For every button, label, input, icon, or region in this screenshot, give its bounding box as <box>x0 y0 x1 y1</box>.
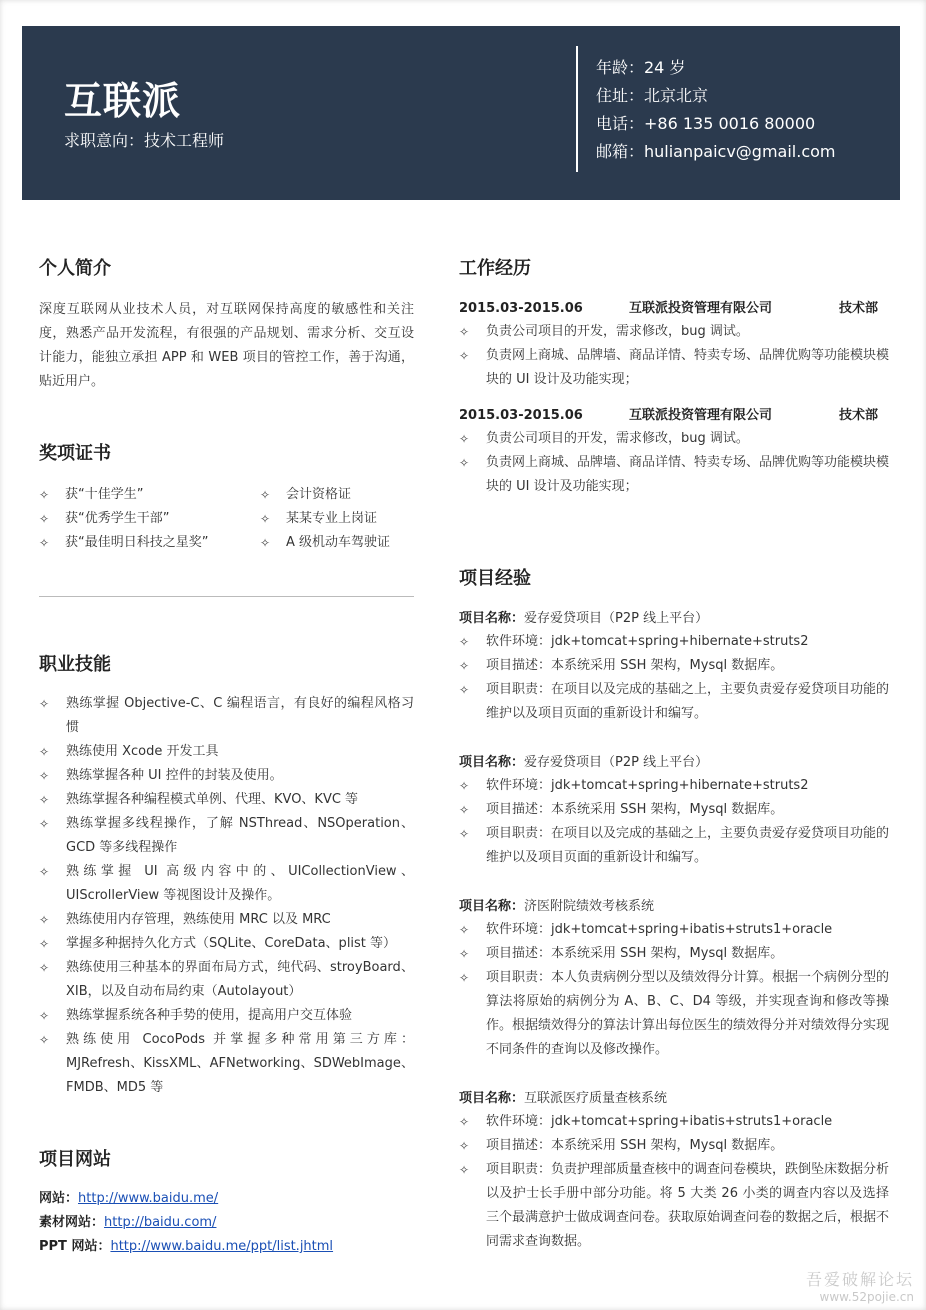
project-detail: ✧ 项目职责：负责护理部质量查核中的调查问卷模块，跌倒坠床数据分析以及护士长手册中部分功能。将 5 大类 26 小类的调查内容以及选择三个最满意护士做成调查问卷。获取原始调查问卷的数据之后，根据不同需求查询数据。 <box>459 1158 889 1254</box>
job-dept: 技术部 <box>839 301 879 316</box>
job-entry <box>459 298 889 392</box>
award-item: ✧ 会计资格证 <box>260 483 414 507</box>
project-detail: ✧ 项目描述：本系统采用 SSH 架构，Mysql 数据库。 <box>459 654 889 678</box>
awards-list-right <box>260 483 414 555</box>
skill-item: ✧ 熟练使用 Xcode 开发工具 <box>39 740 414 764</box>
profile-section <box>39 254 414 394</box>
project-detail: ✧ 软件环境：jdk+tomcat+spring+ibatis+struts1+oracle <box>459 1110 889 1134</box>
job-duty: ✧ 负责网上商城、品牌墙、商品详情、特卖专场、品牌优购等功能模块模块的 UI 设计及功能实现； <box>459 451 889 499</box>
job-date: 2015.03-2015.06 <box>459 301 583 316</box>
watermark-url: www.52pojie.cn <box>819 1290 914 1304</box>
project-details <box>459 630 889 726</box>
project-entry <box>459 752 889 870</box>
job-dept: 技术部 <box>839 408 879 423</box>
job-header <box>459 298 889 320</box>
project-entry <box>459 1088 889 1254</box>
website-link[interactable]: http://www.baidu.me/ <box>78 1191 219 1206</box>
website-row <box>39 1211 414 1235</box>
project-detail: ✧ 项目职责：在项目以及完成的基础之上，主要负责爱存爱贷项目功能的维护以及项目页面的重新设计和编写。 <box>459 822 889 870</box>
skill-item: ✧ 掌握多种据持久化方式（SQLite、CoreData、plist 等） <box>39 932 414 956</box>
website-label: 素材网站： <box>39 1215 105 1230</box>
skill-item: ✧ 熟练掌握系统各种手势的使用，提高用户交互体验 <box>39 1004 414 1028</box>
award-item: ✧ A 级机动车驾驶证 <box>260 531 414 555</box>
skills-section <box>39 650 414 1100</box>
project-details <box>459 774 889 870</box>
project-label: 项目名称： <box>459 1091 525 1106</box>
job-duties <box>459 320 889 392</box>
watermark <box>806 1267 914 1304</box>
website-label: 网站： <box>39 1191 79 1206</box>
project-entry <box>459 608 889 726</box>
website-row <box>39 1187 414 1211</box>
skill-item: ✧ 熟练使用三种基本的界面布局方式，纯代码、stroyBoard、XIB，以及自动布局约束（Autolayout） <box>39 956 414 1004</box>
project-header <box>459 1088 889 1110</box>
awards-grid <box>39 483 414 555</box>
websites-section <box>39 1145 414 1259</box>
project-detail: ✧ 项目描述：本系统采用 SSH 架构，Mysql 数据库。 <box>459 1134 889 1158</box>
project-header <box>459 608 889 630</box>
skill-item: ✧ 熟练掌握 UI 高级内容中的、UICollectionView、UIScrollerView 等视图设计及操作。 <box>39 860 414 908</box>
project-detail: ✧ 软件环境：jdk+tomcat+spring+ibatis+struts1+oracle <box>459 918 889 942</box>
address: 住址：北京北京 <box>596 86 709 105</box>
website-links <box>39 1187 414 1259</box>
job-duty: ✧ 负责公司项目的开发，需求修改，bug 调试。 <box>459 427 889 451</box>
section-title-awards: 奖项证书 <box>39 443 111 464</box>
skill-item: ✧ 熟练掌握 Objective-C、C 编程语言，有良好的编程风格习惯 <box>39 692 414 740</box>
section-title-profile: 个人简介 <box>39 258 111 279</box>
section-title-work: 工作经历 <box>459 258 531 279</box>
skill-item: ✧ 熟练掌握多线程操作，了解 NSThread、NSOperation、GCD 等多线程操作 <box>39 812 414 860</box>
section-title-websites: 项目网站 <box>39 1149 111 1170</box>
job-company: 互联派投资管理有限公司 <box>629 301 773 316</box>
age: 年龄：24 岁 <box>596 58 686 77</box>
job-duty: ✧ 负责网上商城、品牌墙、商品详情、特卖专场、品牌优购等功能模块模块的 UI 设计及功能实现； <box>459 344 889 392</box>
awards-list-left <box>39 483 260 555</box>
section-title-projects: 项目经验 <box>459 568 531 589</box>
job-intent: 求职意向：技术工程师 <box>64 131 225 150</box>
award-item: ✧ 获“最佳明日科技之星奖” <box>39 531 260 555</box>
project-details <box>459 918 889 1062</box>
project-detail: ✧ 项目描述：本系统采用 SSH 架构，Mysql 数据库。 <box>459 798 889 822</box>
project-details <box>459 1110 889 1254</box>
email: 邮箱：hulianpaicv@gmail.com <box>596 142 836 161</box>
project-label: 项目名称： <box>459 755 525 770</box>
project-detail: ✧ 项目职责：在项目以及完成的基础之上，主要负责爱存爱贷项目功能的维护以及项目页面的重新设计和编写。 <box>459 678 889 726</box>
section-divider <box>39 596 414 597</box>
website-link[interactable]: http://baidu.com/ <box>104 1215 217 1230</box>
projects-section <box>459 564 889 1254</box>
award-item: ✧ 获“优秀学生干部” <box>39 507 260 531</box>
project-header <box>459 896 889 918</box>
job-company: 互联派投资管理有限公司 <box>629 408 773 423</box>
job-duty: ✧ 负责公司项目的开发，需求修改，bug 调试。 <box>459 320 889 344</box>
skill-item: ✧ 熟练使用 CocoPods 并掌握多种常用第三方库：MJRefresh、KissXML、AFNetworking、SDWebImage、FMDB、MD5 等 <box>39 1028 414 1100</box>
skill-item: ✧ 熟练使用内存管理，熟练使用 MRC 以及 MRC <box>39 908 414 932</box>
resume-header <box>22 26 900 200</box>
project-name: 济医附院绩效考核系统 <box>524 899 655 914</box>
project-detail: ✧ 项目描述：本系统采用 SSH 架构，Mysql 数据库。 <box>459 942 889 966</box>
skill-item: ✧ 熟练掌握各种 UI 控件的封装及使用。 <box>39 764 414 788</box>
profile-text: 深度互联网从业技术人员，对互联网保持高度的敏感性和关注度，熟悉产品开发流程，有很强的产品规划、需求分析、交互设计能力，能独立承担 APP 和 WEB 项目的管控工作，善于沟通，贴近用户。 <box>39 302 414 389</box>
project-detail: ✧ 软件环境：jdk+tomcat+spring+hibernate+struts2 <box>459 630 889 654</box>
project-entry <box>459 896 889 1062</box>
skill-item: ✧ 熟练掌握各种编程模式单例、代理、KVO、KVC 等 <box>39 788 414 812</box>
header-divider <box>576 46 578 172</box>
job-date: 2015.03-2015.06 <box>459 408 583 423</box>
award-item: ✧ 某某专业上岗证 <box>260 507 414 531</box>
project-name: 爱存爱贷项目（P2P 线上平台） <box>524 755 709 770</box>
project-label: 项目名称： <box>459 899 525 914</box>
job-entry <box>459 405 889 499</box>
project-detail: ✧ 项目职责：本人负责病例分型以及绩效得分计算。根据一个病例分型的算法将原始的病例分为 A、B、C、D4 等级，并实现查询和修改等操作。根据绩效得分的算法计算出每位医生的绩效得分并对绩效得分实现不同条件的查询以及修改操作。 <box>459 966 889 1062</box>
project-detail: ✧ 软件环境：jdk+tomcat+spring+hibernate+struts2 <box>459 774 889 798</box>
skills-list <box>39 692 414 1100</box>
project-name: 爱存爱贷项目（P2P 线上平台） <box>524 611 709 626</box>
phone: 电话：+86 135 0016 80000 <box>596 114 816 133</box>
candidate-name: 互联派 <box>64 79 182 123</box>
website-link[interactable]: http://www.baidu.me/ppt/list.jhtml <box>110 1239 334 1254</box>
awards-section <box>39 439 414 555</box>
project-header <box>459 752 889 774</box>
project-label: 项目名称： <box>459 611 525 626</box>
job-duties <box>459 427 889 499</box>
award-item: ✧ 获“十佳学生” <box>39 483 260 507</box>
contact-info <box>596 54 836 166</box>
work-section <box>459 254 889 499</box>
job-header <box>459 405 889 427</box>
project-name: 互联派医疗质量查核系统 <box>524 1091 668 1106</box>
website-row <box>39 1235 414 1259</box>
website-label: PPT 网站： <box>39 1239 111 1254</box>
section-title-skills: 职业技能 <box>39 654 111 675</box>
watermark-title: 吾爱破解论坛 <box>805 1270 914 1289</box>
